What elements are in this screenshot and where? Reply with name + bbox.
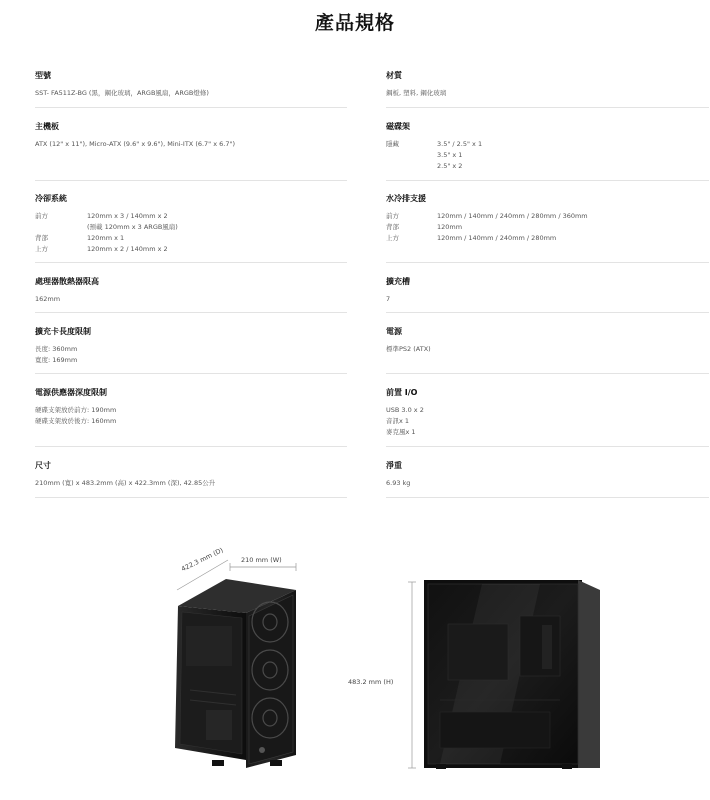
spec-value: 長度: 360mm: [35, 345, 78, 353]
spec-key: 背部: [386, 223, 399, 231]
spec-value: 120mm / 140mm / 240mm / 280mm: [437, 234, 557, 242]
spec-heading: 擴充槽: [386, 277, 410, 286]
spec-key: 背部: [35, 234, 48, 242]
spec-value: 120mm: [437, 223, 463, 231]
spec-heading: 型號: [35, 71, 51, 80]
spec-heading: 淨重: [386, 461, 402, 470]
spec-heading: 擴充卡長度限制: [35, 327, 91, 336]
spec-value: 硬碟支架放於後方: 160mm: [35, 417, 117, 425]
spec-heading: 材質: [386, 71, 402, 80]
spec-value: 210mm (寬) x 483.2mm (高) x 422.3mm (深), 42.85公升: [35, 479, 216, 487]
spec-value: ATX (12" x 11"), Micro-ATX (9.6" x 9.6"), Mini-ITX (6.7" x 6.7"): [35, 140, 236, 148]
spec-heading: 前置 I/O: [386, 388, 418, 397]
spec-heading: 水冷排支援: [386, 194, 426, 203]
spec-heading: 尺寸: [35, 461, 51, 470]
spec-value: 3.5" x 1: [437, 151, 463, 159]
spec-value: 3.5" / 2.5" x 1: [437, 140, 483, 148]
spec-value: 硬碟支架放於前方: 190mm: [35, 406, 117, 414]
height-label: 483.2 mm (H): [348, 678, 394, 686]
spec-value: 7: [386, 295, 391, 303]
spec-value: 6.93 kg: [386, 479, 411, 487]
spec-value: 鋼板, 塑料, 鋼化玻璃: [386, 89, 447, 97]
spec-value: 120mm x 3 / 140mm x 2: [87, 212, 168, 220]
spec-value: 120mm x 1: [87, 234, 125, 242]
spec-key: 前方: [386, 212, 399, 220]
spec-value: (預載 120mm x 3 ARGB風扇): [87, 223, 178, 231]
spec-heading: 主機板: [35, 122, 59, 131]
spec-value: 音訊x 1: [386, 417, 410, 425]
spec-heading: 磁碟架: [386, 122, 410, 131]
width-label: 210 mm (W): [241, 556, 282, 564]
spec-heading: 電源: [386, 327, 402, 336]
spec-value: SST- FA511Z-BG (黑，鋼化玻璃，ARGB風扇，ARGB燈條): [35, 89, 209, 97]
page-title: 產品規格: [314, 12, 395, 34]
spec-value: USB 3.0 x 2: [386, 406, 424, 414]
spec-heading: 冷卻系統: [35, 194, 67, 203]
spec-heading: 電源供應器深度限制: [35, 388, 107, 397]
spec-key: 前方: [35, 212, 48, 220]
depth-label: 422.3 mm (D): [180, 546, 225, 574]
spec-key: 上方: [35, 245, 48, 253]
spec-value: 麥克風x 1: [386, 428, 416, 436]
spec-value: 標準PS2 (ATX): [386, 345, 431, 353]
case-perspective-image: [175, 560, 296, 768]
spec-key: 上方: [386, 234, 399, 242]
spec-key: 隱藏: [386, 140, 399, 148]
spec-value: 2.5" x 2: [437, 162, 463, 170]
spec-value: 162mm: [35, 295, 61, 303]
spec-heading: 處理器散熱器限高: [35, 277, 99, 286]
spec-value: 120mm x 2 / 140mm x 2: [87, 245, 168, 253]
spec-value: 120mm / 140mm / 240mm / 280mm / 360mm: [437, 212, 588, 220]
spec-value: 寬度: 169mm: [35, 356, 78, 364]
case-side-image: [408, 580, 600, 769]
